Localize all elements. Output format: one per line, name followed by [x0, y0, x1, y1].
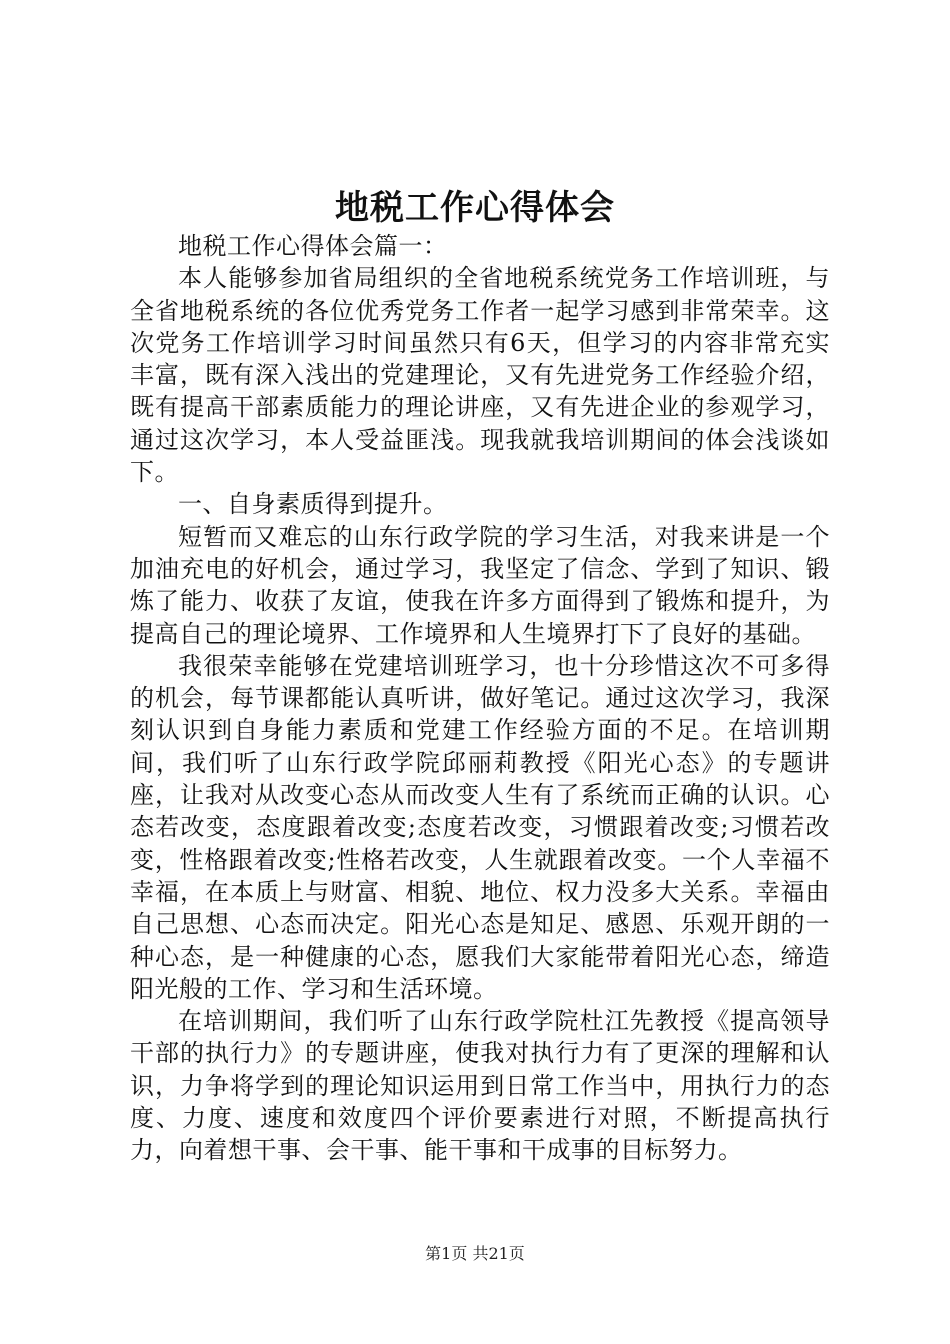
page-number-footer: 第1页 共21页	[425, 1244, 525, 1263]
paragraph-execution: 在培训期间，我们听了山东行政学院杜江先教授《提高领导干部的执行力》的专题讲座，使我对执行力有了更深的理解和认识，力争将学到的理论知识运用到日常工作当中，用执行力的态度、力度、速度和效度四个评价要素进行对照，不断提高执行力，向着想干事、会干事、能干事和干成事的目标努力。	[130, 1007, 830, 1165]
paragraph-section-heading: 地税工作心得体会篇一：	[178, 232, 448, 260]
paragraph-study-life: 短暂而又难忘的山东行政学院的学习生活，对我来讲是一个加油充电的好机会，通过学习，我坚定了信念、学到了知识、锻炼了能力、收获了友谊，使我在许多方面得到了锻炼和提升，为提高自己的理论境界、工作境界和人生境界打下了良好的基础。	[130, 522, 830, 648]
paragraph-subheading: 一、自身素质得到提升。	[178, 490, 448, 519]
paragraph-sunny-mindset: 我很荣幸能够在党建培训班学习，也十分珍惜这次不可多得的机会，每节课都能认真听讲，做好笔记。通过这次学习，我深刻认识到自身能力素质和党建工作经验方面的不足。在培训期间，我们听了山东行政学院邱丽莉教授《阳光心态》的专题讲座，让我对从改变心态从而改变人生有了系统而正确的认识。心态若改变，态度跟着改变;态度若改变，习惯跟着改变;习惯若改变，性格跟着改变;性格若改变，人生就跟着改变。一个人幸福不幸福，在本质上与财富、相貌、地位、权力没多大关系。幸福由自己思想、心态而决定。阳光心态是知足、感恩、乐观开朗的一种心态，是一种健康的心态，愿我们大家能带着阳光心态，缔造阳光般的工作、学习和生活环境。	[130, 651, 830, 1003]
paragraph-intro: 本人能够参加省局组织的全省地税系统党务工作培训班，与全省地税系统的各位优秀党务工作者一起学习感到非常荣幸。这次党务工作培训学习时间虽然只有6天，但学习的内容非常充实丰富，既有深入浅出的党建理论，又有先进党务工作经验介绍，既有提高干部素质能力的理论讲座，又有先进企业的参观学习，通过这次学习，本人受益匪浅。现我就我培训期间的体会浅谈如下。	[130, 264, 830, 487]
document-title: 地税工作心得体会	[335, 188, 615, 228]
document-body	[130, 230, 830, 1167]
